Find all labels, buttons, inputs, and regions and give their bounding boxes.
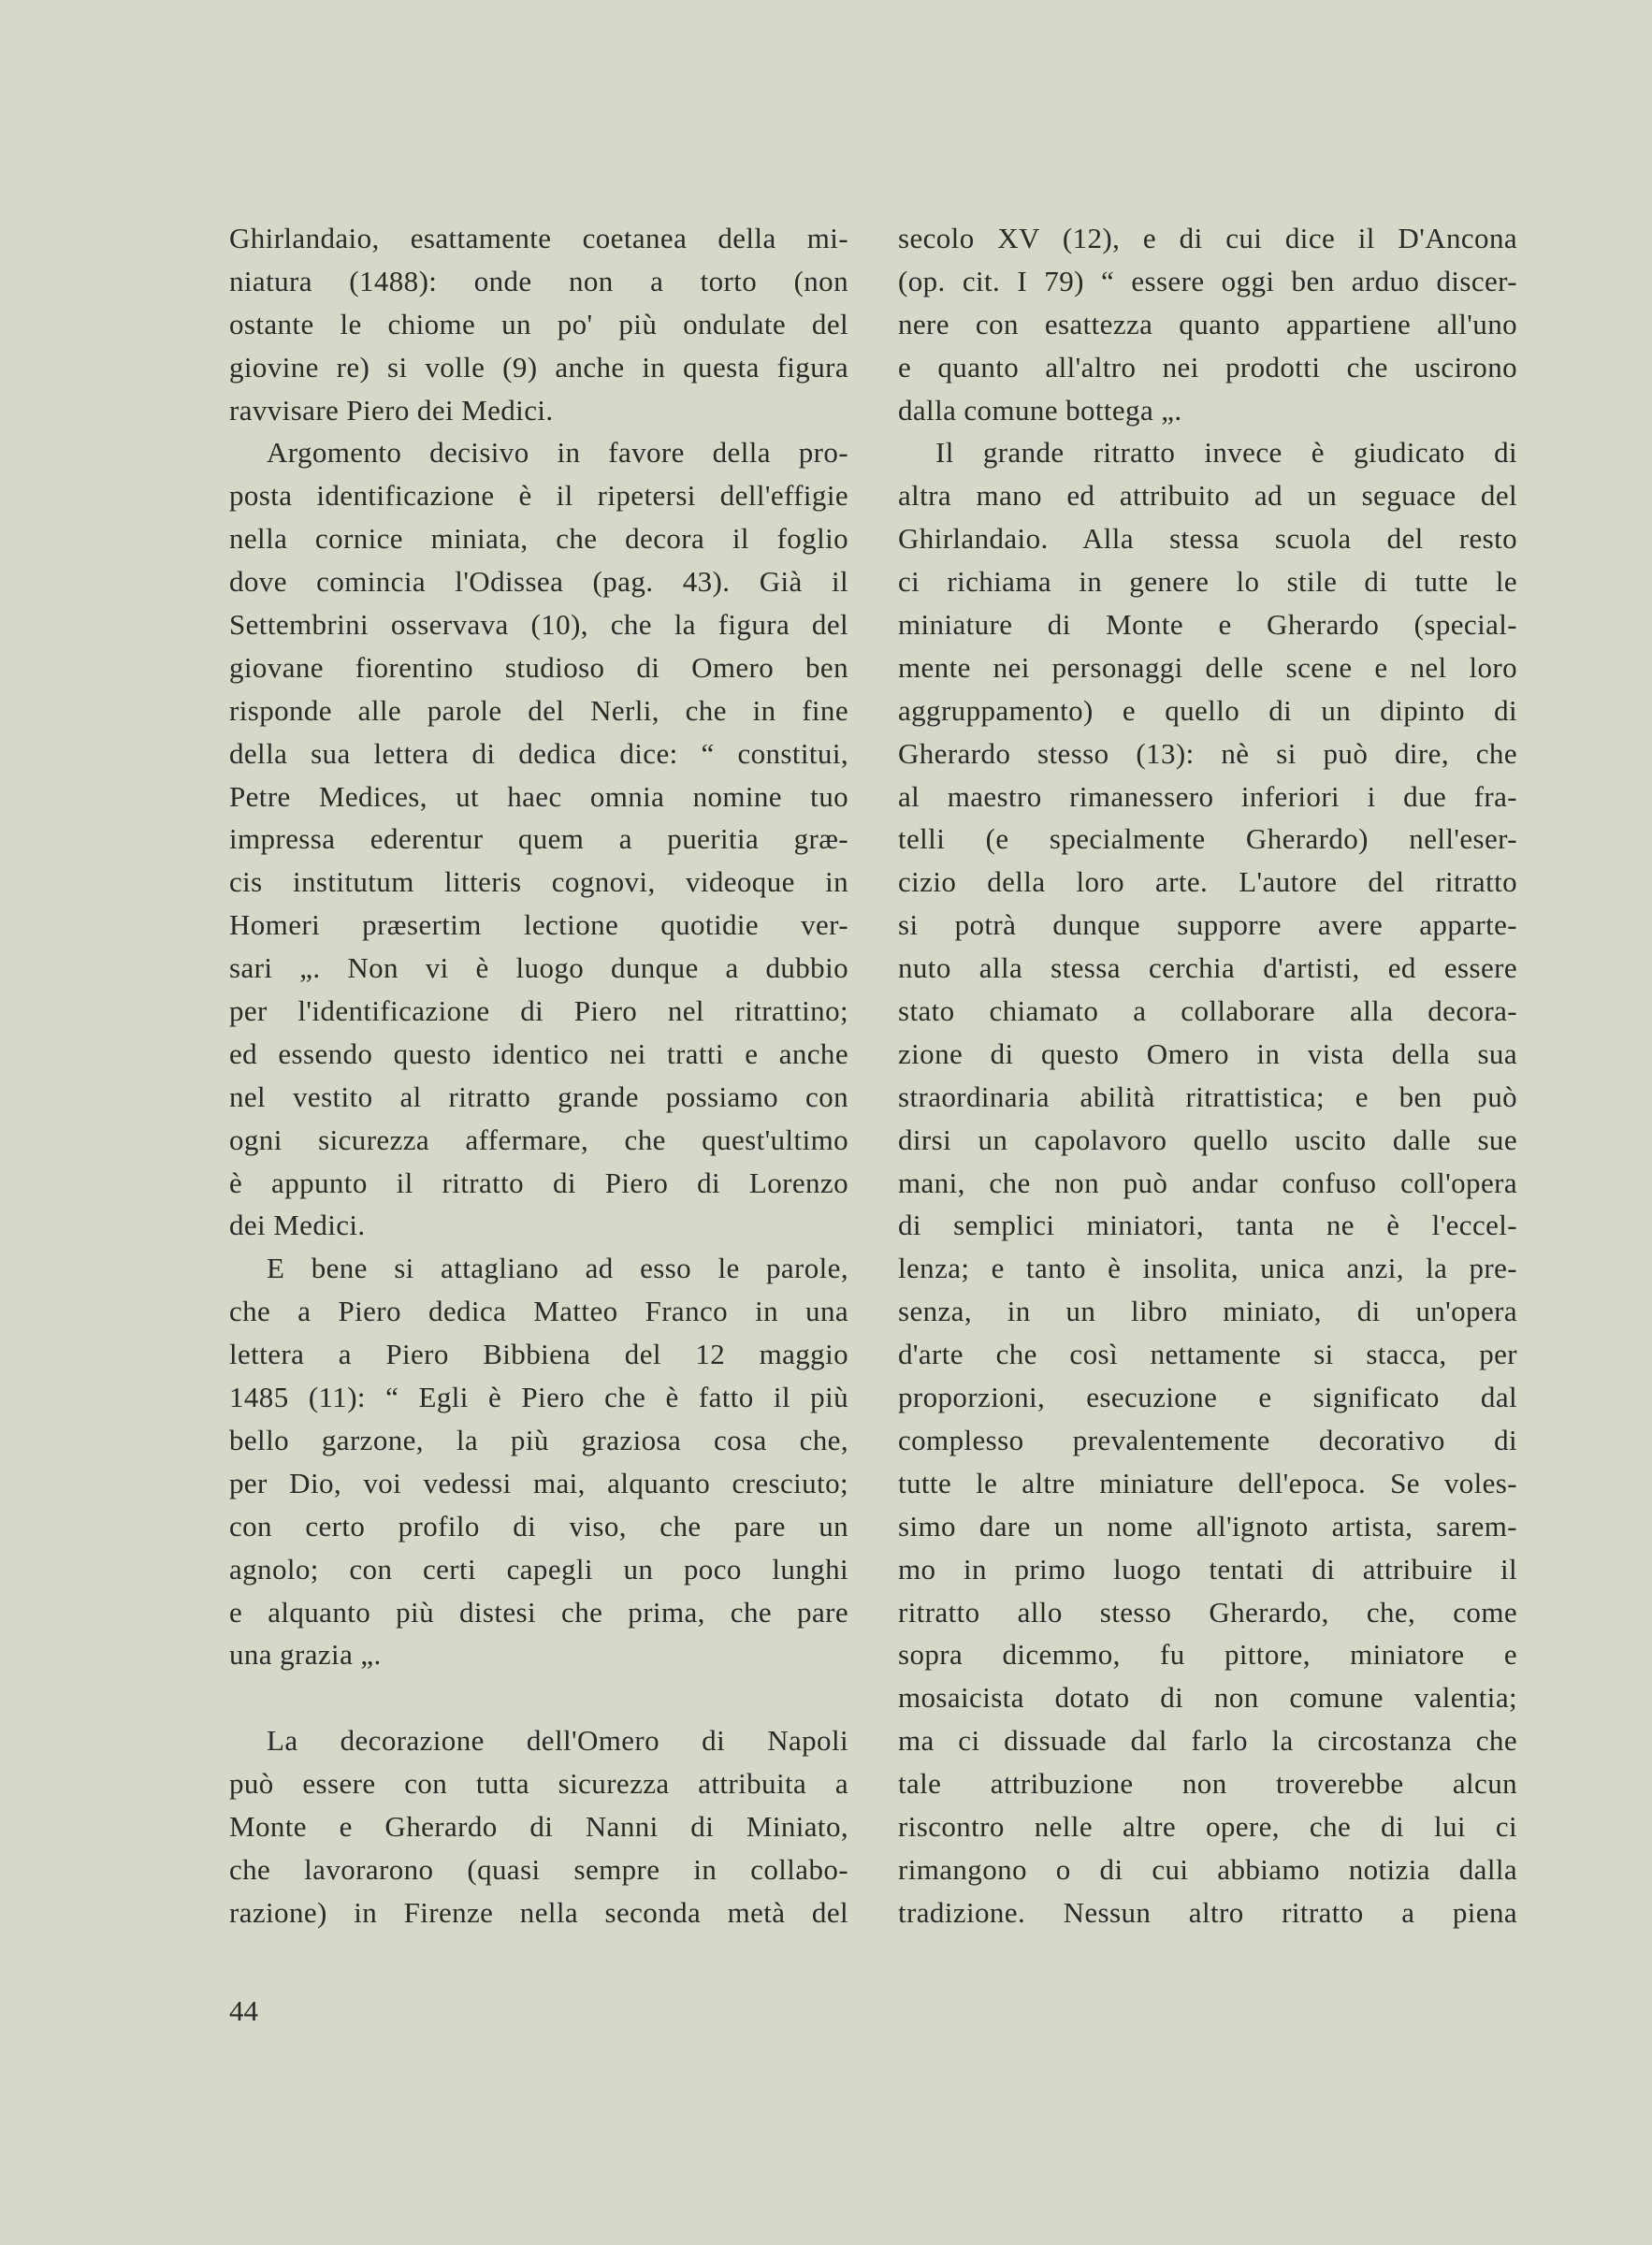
text-line: lettera a Piero Bibbiena del 12 maggio	[229, 1338, 848, 1371]
text-line: nella cornice miniata, che decora il foglio	[229, 522, 848, 556]
text-line: (op. cit. I 79) “ essere oggi ben arduo discer-	[898, 264, 1517, 297]
text-line: può essere con tutta sicurezza attribuita a	[229, 1767, 848, 1801]
text-line: lenza; e tanto è insolita, unica anzi, la pre-	[898, 1252, 1517, 1285]
text-line: simo dare un nome all'ignoto artista, sarem-	[898, 1509, 1517, 1543]
text-line: una grazia „.	[229, 1638, 382, 1672]
text-line: tradizione. Nessun altro ritratto a piena	[898, 1895, 1517, 1929]
text-line: cizio della loro arte. L'autore del ritratto	[898, 865, 1517, 899]
text-line: d'arte che così nettamente si stacca, per	[898, 1338, 1517, 1371]
text-line: posta identificazione è il ripetersi dell'effigie	[229, 479, 848, 513]
text-line: 1485 (11): “ Egli è Piero che è fatto il più	[229, 1381, 848, 1414]
text-line: Monte e Gherardo di Nanni di Miniato,	[229, 1809, 848, 1843]
text-line: altra mano ed attribuito ad un seguace del	[898, 479, 1517, 513]
text-line: di semplici miniatori, tanta ne è l'eccel-	[898, 1209, 1517, 1242]
left-text-column	[229, 217, 848, 1934]
text-line: zione di questo Omero in vista della sua	[898, 1036, 1517, 1070]
text-line: ritratto allo stesso Gherardo, che, come	[898, 1595, 1517, 1629]
text-line: mosaicista dotato di non comune valentia;	[898, 1681, 1517, 1715]
text-line: mo in primo luogo tentati di attribuire il	[898, 1552, 1517, 1586]
text-line: ravvisare Piero dei Medici.	[229, 393, 554, 427]
text-line: dirsi un capolavoro quello uscito dalle sue	[898, 1122, 1517, 1156]
text-line: bello garzone, la più graziosa cosa che,	[229, 1423, 848, 1456]
text-line: riscontro nelle altre opere, che di lui ci	[898, 1809, 1517, 1843]
text-line: tale attribuzione non troverebbe alcun	[898, 1767, 1517, 1801]
text-line: Ghirlandaio. Alla stessa scuola del resto	[898, 522, 1517, 556]
text-line: rimangono o di cui abbiamo notizia dalla	[898, 1852, 1517, 1886]
text-line: Argomento decisivo in favore della pro-	[267, 436, 848, 470]
text-line: e quanto all'altro nei prodotti che uscirono	[898, 350, 1517, 384]
text-line: nel vestito al ritratto grande possiamo con	[229, 1079, 848, 1113]
text-line: razione) in Firenze nella seconda metà del	[229, 1895, 848, 1929]
text-line: senza, in un libro miniato, di un'opera	[898, 1295, 1517, 1328]
text-line: per Dio, voi vedessi mai, alquanto cresciuto;	[229, 1466, 848, 1499]
text-line: al maestro rimanessero inferiori i due fra-	[898, 779, 1517, 813]
text-line: straordinaria abilità ritrattistica; e ben può	[898, 1079, 1517, 1113]
text-line: sopra dicemmo, fu pittore, miniatore e	[898, 1638, 1517, 1672]
text-line: nuto alla stessa cerchia d'artisti, ed essere	[898, 951, 1517, 985]
text-line: Ghirlandaio, esattamente coetanea della mi-	[229, 222, 848, 254]
text-line: tutte le altre miniature dell'epoca. Se voles-	[898, 1466, 1517, 1499]
text-line: che a Piero dedica Matteo Franco in una	[229, 1295, 848, 1328]
text-line: ed essendo questo identico nei tratti e anche	[229, 1036, 848, 1070]
text-line: è appunto il ritratto di Piero di Lorenzo	[229, 1166, 848, 1199]
text-line: Settembrini osservava (10), che la figura del	[229, 608, 848, 642]
text-line: stato chiamato a collaborare alla decora-	[898, 994, 1517, 1028]
text-line: telli (e specialmente Gherardo) nell'eser-	[898, 822, 1517, 856]
right-text-column	[898, 217, 1517, 1934]
text-line: ma ci dissuade dal farlo la circostanza che	[898, 1724, 1517, 1758]
text-line: con certo profilo di viso, che pare un	[229, 1509, 848, 1543]
text-line: risponde alle parole del Nerli, che in fine	[229, 693, 848, 727]
text-line: della sua lettera di dedica dice: “ constitui,	[229, 736, 848, 770]
paragraph-gap	[229, 1676, 848, 1719]
text-line: dove comincia l'Odissea (pag. 43). Già il	[229, 565, 848, 599]
text-line: ostante le chiome un po' più ondulate del	[229, 307, 848, 340]
text-line: aggruppamento) e quello di un dipinto di	[898, 693, 1517, 727]
text-line: Homeri præsertim lectione quotidie ver-	[229, 908, 848, 942]
text-line: La decorazione dell'Omero di Napoli	[267, 1724, 848, 1758]
text-line: niatura (1488): onde non a torto (non	[229, 264, 848, 297]
page-number: 44	[229, 1994, 258, 2027]
text-line: Gherardo stesso (13): nè si può dire, che	[898, 736, 1517, 770]
text-line: per l'identificazione di Piero nel ritrattino;	[229, 994, 848, 1028]
text-line: miniature di Monte e Gherardo (special-	[898, 608, 1517, 642]
text-line: Petre Medices, ut haec omnia nomine tuo	[229, 779, 848, 813]
text-line: secolo XV (12), e di cui dice il D'Ancona	[898, 222, 1517, 254]
text-line: mente nei personaggi delle scene e nel loro	[898, 650, 1517, 684]
text-line: giovane fiorentino studioso di Omero ben	[229, 650, 848, 684]
text-line: sari „. Non vi è luogo dunque a dubbio	[229, 951, 848, 985]
text-line: ci richiama in genere lo stile di tutte le	[898, 565, 1517, 599]
text-line: si potrà dunque supporre avere apparte-	[898, 908, 1517, 942]
text-line: giovine re) si volle (9) anche in questa figura	[229, 350, 848, 384]
text-line: ogni sicurezza affermare, che quest'ultimo	[229, 1122, 848, 1156]
text-line: nere con esattezza quanto appartiene all'uno	[898, 307, 1517, 340]
text-line: che lavorarono (quasi sempre in collabo-	[229, 1852, 848, 1886]
text-line: mani, che non può andar confuso coll'opera	[898, 1166, 1517, 1199]
text-line: complesso prevalentemente decorativo di	[898, 1423, 1517, 1456]
text-line: agnolo; con certi capegli un poco lunghi	[229, 1552, 848, 1586]
text-line: dei Medici.	[229, 1209, 366, 1242]
text-line: Il grande ritratto invece è giudicato di	[935, 436, 1517, 470]
text-line: e alquanto più distesi che prima, che pare	[229, 1595, 848, 1629]
text-line: dalla comune bottega „.	[898, 393, 1182, 427]
text-line: E bene si attagliano ad esso le parole,	[267, 1252, 848, 1285]
text-line: proporzioni, esecuzione e significato dal	[898, 1381, 1517, 1414]
text-line: impressa ederentur quem a pueritia græ-	[229, 822, 848, 856]
text-line: cis institutum litteris cognovi, videoque in	[229, 865, 848, 899]
